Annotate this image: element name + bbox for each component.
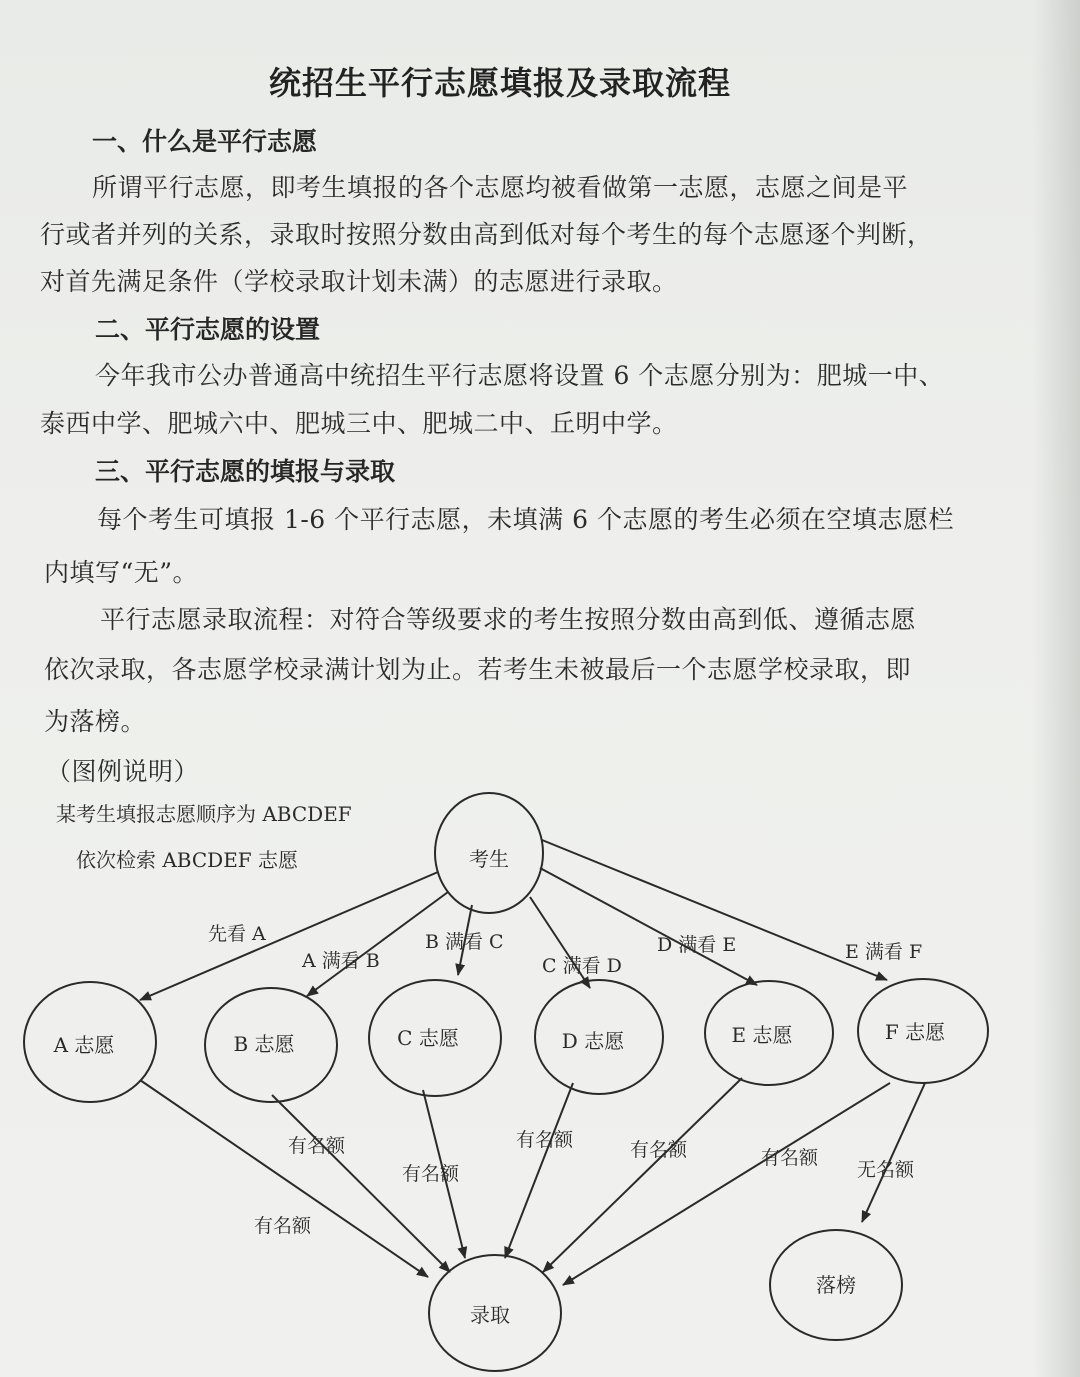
node-f-label: F 志愿 bbox=[884, 1020, 946, 1044]
edge-label-to-f: E 满看 F bbox=[845, 941, 923, 963]
document-title: 统招生平行志愿填报及录取流程 bbox=[268, 64, 731, 102]
edge-e-to-admitted bbox=[543, 1078, 742, 1272]
edge-student-to-a bbox=[140, 872, 438, 1000]
edge-label-f-admit: 有名额 bbox=[761, 1147, 819, 1169]
edge-label-f-reject: 无名额 bbox=[857, 1159, 915, 1181]
node-d bbox=[535, 980, 663, 1094]
node-admitted bbox=[429, 1255, 561, 1371]
edge-label-c-admit: 有名额 bbox=[402, 1163, 460, 1185]
node-e-label: E 志愿 bbox=[731, 1023, 793, 1047]
legend-note-search: 依次检索 ABCDEF 志愿 bbox=[76, 848, 299, 872]
edge-label-to-a: 先看 A bbox=[208, 923, 266, 945]
edge-label-to-e: D 满看 E bbox=[657, 934, 737, 956]
section-1-line-3: 对首先满足条件（学校录取计划未满）的志愿进行录取。 bbox=[40, 267, 678, 296]
node-b bbox=[205, 988, 337, 1102]
node-d-label: D 志愿 bbox=[561, 1029, 625, 1053]
edge-label-a-admit: 有名额 bbox=[254, 1215, 312, 1237]
section-2-line-1: 今年我市公办普通高中统招生平行志愿将设置 6 个志愿分别为：肥城一中、 bbox=[95, 361, 945, 390]
node-rejected bbox=[770, 1230, 902, 1340]
node-b-label: B 志愿 bbox=[233, 1032, 295, 1056]
legend-title: （图例说明） bbox=[46, 757, 200, 786]
node-f bbox=[858, 979, 988, 1083]
edge-a-to-admitted bbox=[140, 1080, 428, 1277]
section-1-line-1: 所谓平行志愿，即考生填报的各个志愿均被看做第一志愿，志愿之间是平 bbox=[92, 173, 909, 202]
section-3-heading: 三、平行志愿的填报与录取 bbox=[95, 457, 396, 486]
section-3-line-2: 内填写“无”。 bbox=[44, 558, 199, 587]
section-1-heading: 一、什么是平行志愿 bbox=[92, 127, 318, 156]
section-2-line-2: 泰西中学、肥城六中、肥城三中、肥城二中、丘明中学。 bbox=[40, 409, 678, 438]
node-student-label: 考生 bbox=[469, 847, 509, 871]
edge-label-to-b: A 满看 B bbox=[302, 950, 380, 972]
section-3-line-3: 平行志愿录取流程：对符合等级要求的考生按照分数由高到低、遵循志愿 bbox=[100, 605, 917, 634]
node-c bbox=[369, 980, 501, 1096]
node-student bbox=[435, 793, 543, 913]
edge-d-to-admitted bbox=[505, 1083, 573, 1258]
edge-label-e-admit: 有名额 bbox=[630, 1139, 688, 1161]
node-a-label: A 志愿 bbox=[53, 1033, 115, 1057]
legend-note-order: 某考生填报志愿顺序为 ABCDEF bbox=[56, 802, 352, 826]
section-1-line-2: 行或者并列的关系，录取时按照分数由高到低对每个考生的每个志愿逐个判断， bbox=[40, 220, 933, 249]
node-rejected-label: 落榜 bbox=[816, 1273, 856, 1297]
edge-label-b-admit: 有名额 bbox=[288, 1135, 346, 1157]
edge-label-to-d: C 满看 D bbox=[542, 955, 622, 977]
edge-label-d-admit: 有名额 bbox=[516, 1129, 574, 1151]
node-e bbox=[705, 981, 833, 1085]
node-admitted-label: 录取 bbox=[470, 1303, 510, 1327]
section-3-line-4: 依次录取，各志愿学校录满计划为止。若考生未被最后一个志愿学校录取，即 bbox=[44, 655, 912, 684]
edge-f-to-admitted bbox=[563, 1083, 890, 1285]
section-2-heading: 二、平行志愿的设置 bbox=[95, 315, 321, 344]
node-c-label: C 志愿 bbox=[397, 1026, 459, 1050]
edge-label-to-c: B 满看 C bbox=[425, 931, 504, 953]
section-3-line-1: 每个考生可填报 1-6 个平行志愿，未填满 6 个志愿的考生必须在空填志愿栏 bbox=[97, 505, 954, 534]
node-a bbox=[24, 982, 156, 1102]
section-3-line-5: 为落榜。 bbox=[44, 707, 147, 736]
edge-f-to-rejected bbox=[862, 1083, 925, 1222]
